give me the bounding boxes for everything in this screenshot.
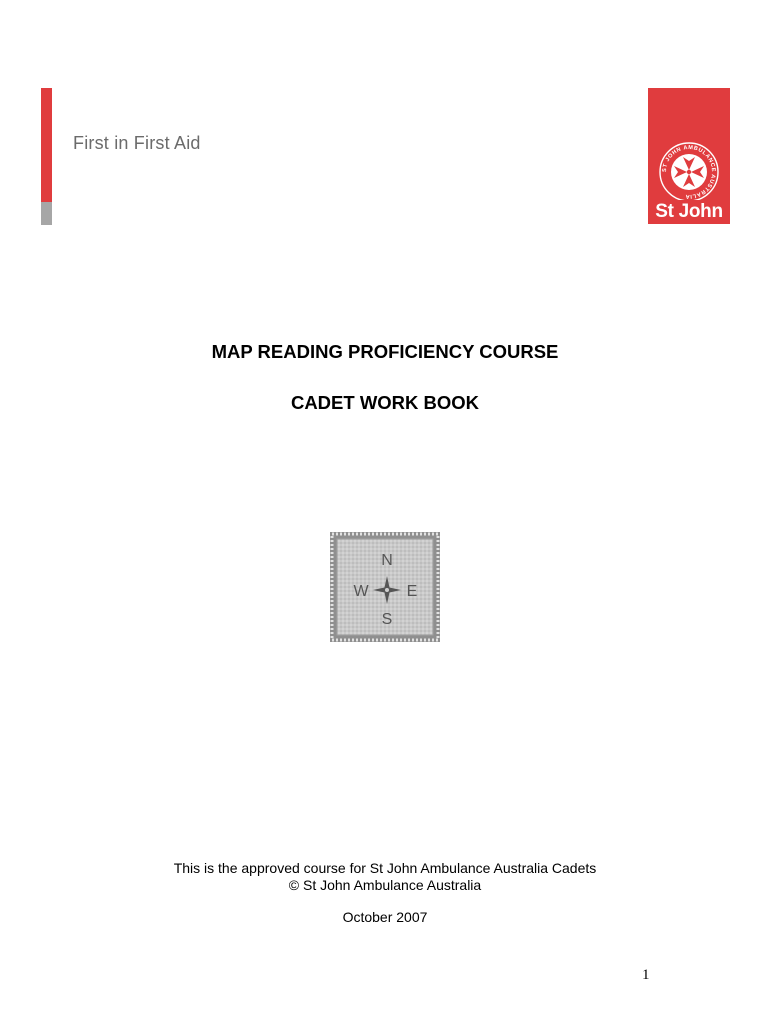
tagline: First in First Aid (73, 133, 201, 153)
compass-south-label: S (381, 611, 393, 628)
page-title: MAP READING PROFICIENCY COURSE (211, 341, 559, 362)
compass-east-label: E (406, 583, 418, 600)
side-accent-grey (41, 202, 52, 225)
compass-west-label: W (353, 583, 369, 600)
compass-badge-icon (330, 532, 440, 642)
copyright-notice: © St John Ambulance Australia (288, 877, 482, 893)
approval-statement: This is the approved course for St John Ambulance Australia Cadets (173, 860, 597, 876)
st-john-emblem-icon (648, 88, 730, 200)
st-john-logo (648, 88, 730, 224)
svg-text:ST JOHN AMBULANCE AUSTRALIA: ST JOHN AMBULANCE AUSTRALIA (661, 144, 717, 200)
page-number: 1 (642, 967, 650, 983)
page-subtitle: CADET WORK BOOK (290, 392, 480, 413)
logo-name: St John (655, 201, 723, 222)
side-accent-bar (41, 88, 52, 225)
side-accent-red (41, 88, 52, 202)
publication-date: October 2007 (342, 909, 428, 925)
compass-north-label: N (381, 552, 393, 569)
